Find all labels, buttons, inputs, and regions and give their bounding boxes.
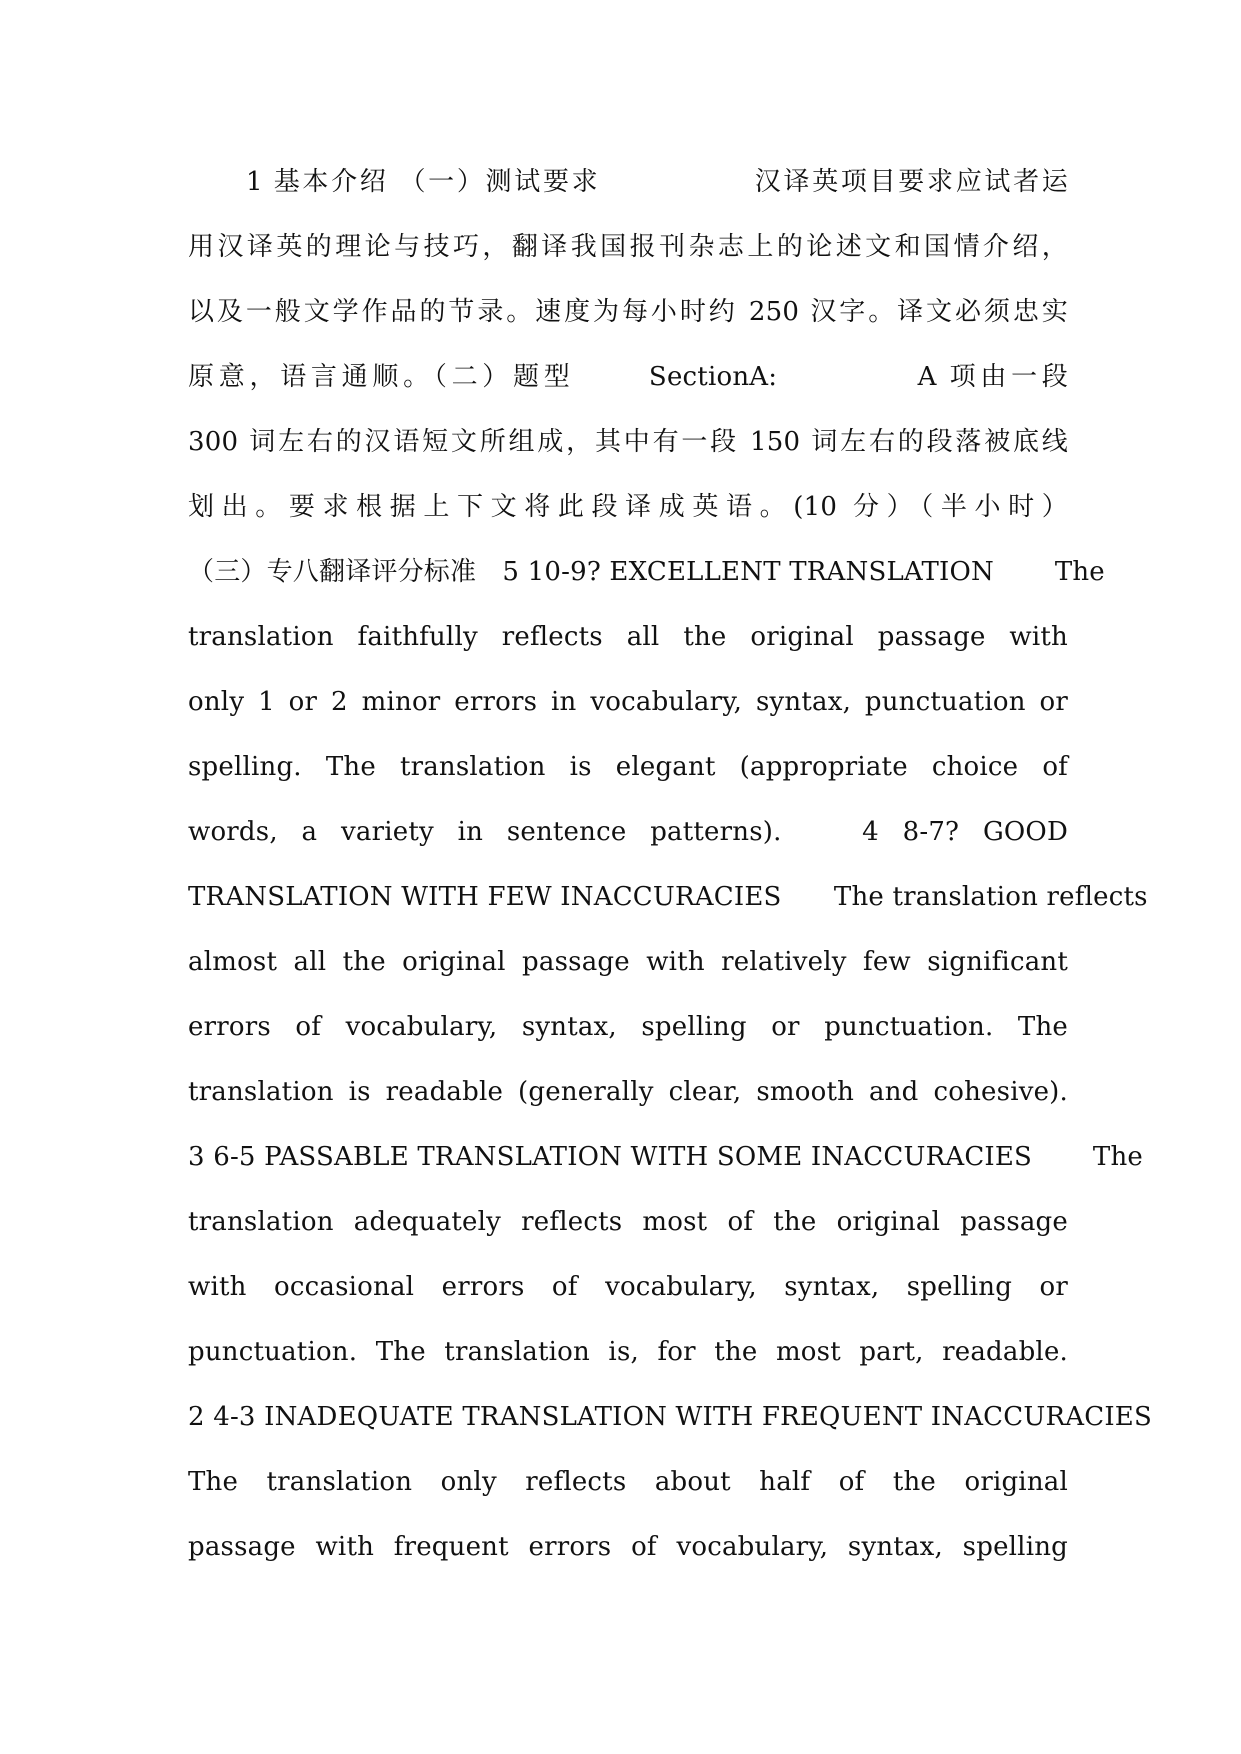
text-line-21: The translation only reflects about half of the original [188,1467,1068,1497]
text-line-12: TRANSLATION WITH FEW INACCURACIES The translation reflects [188,882,1148,912]
text-line-3: 以及一般文学作品的节录。速度为每小时约 250 汉字。译文必须忠实 [188,297,1068,327]
text-line-20: 2 4-3 INADEQUATE TRANSLATION WITH FREQUENT INACCURACIES [188,1402,1152,1432]
text-line-13: almost all the original passage with relatively few significant [188,947,1068,977]
text-line-8: translation faithfully reflects all the original passage with [188,622,1068,652]
text-line-17: translation adequately reflects most of the original passage [188,1207,1068,1237]
text-line-11: words, a variety in sentence patterns). 4 8-7? GOOD [188,817,1068,847]
text-line-1: 1 基本介绍 （一）测试要求 汉译英项目要求应试者运 [246,167,1068,197]
text-line-14: errors of vocabulary, syntax, spelling or punctuation. The [188,1012,1068,1042]
text-line-2: 用汉译英的理论与技巧，翻译我国报刊杂志上的论述文和国情介绍， [188,232,1068,262]
text-line-19: punctuation. The translation is, for the most part, readable. [188,1337,1068,1367]
text-line-4: 原意，语言通顺。（二）题型 SectionA: A 项由一段 [188,362,1068,392]
text-line-18: with occasional errors of vocabulary, syntax, spelling or [188,1272,1068,1302]
text-line-5: 300 词左右的汉语短文所组成，其中有一段 150 词左右的段落被底线 [188,427,1068,457]
document-body [188,150,1152,1580]
text-line-22: passage with frequent errors of vocabulary, syntax, spelling [188,1532,1068,1562]
text-line-15: translation is readable (generally clear, smooth and cohesive). [188,1077,1068,1107]
text-line-10: spelling. The translation is elegant (appropriate choice of [188,752,1068,782]
text-line-16: 3 6-5 PASSABLE TRANSLATION WITH SOME INACCURACIES The [188,1142,1144,1172]
text-line-6: 划出。要求根据上下文将此段译成英语。(10 分）（半小时） [188,492,1068,522]
text-line-9: only 1 or 2 minor errors in vocabulary, syntax, punctuation or [188,687,1068,717]
text-line-7: （三）专八翻译评分标准 5 10-9? EXCELLENT TRANSLATION The [188,557,1105,587]
